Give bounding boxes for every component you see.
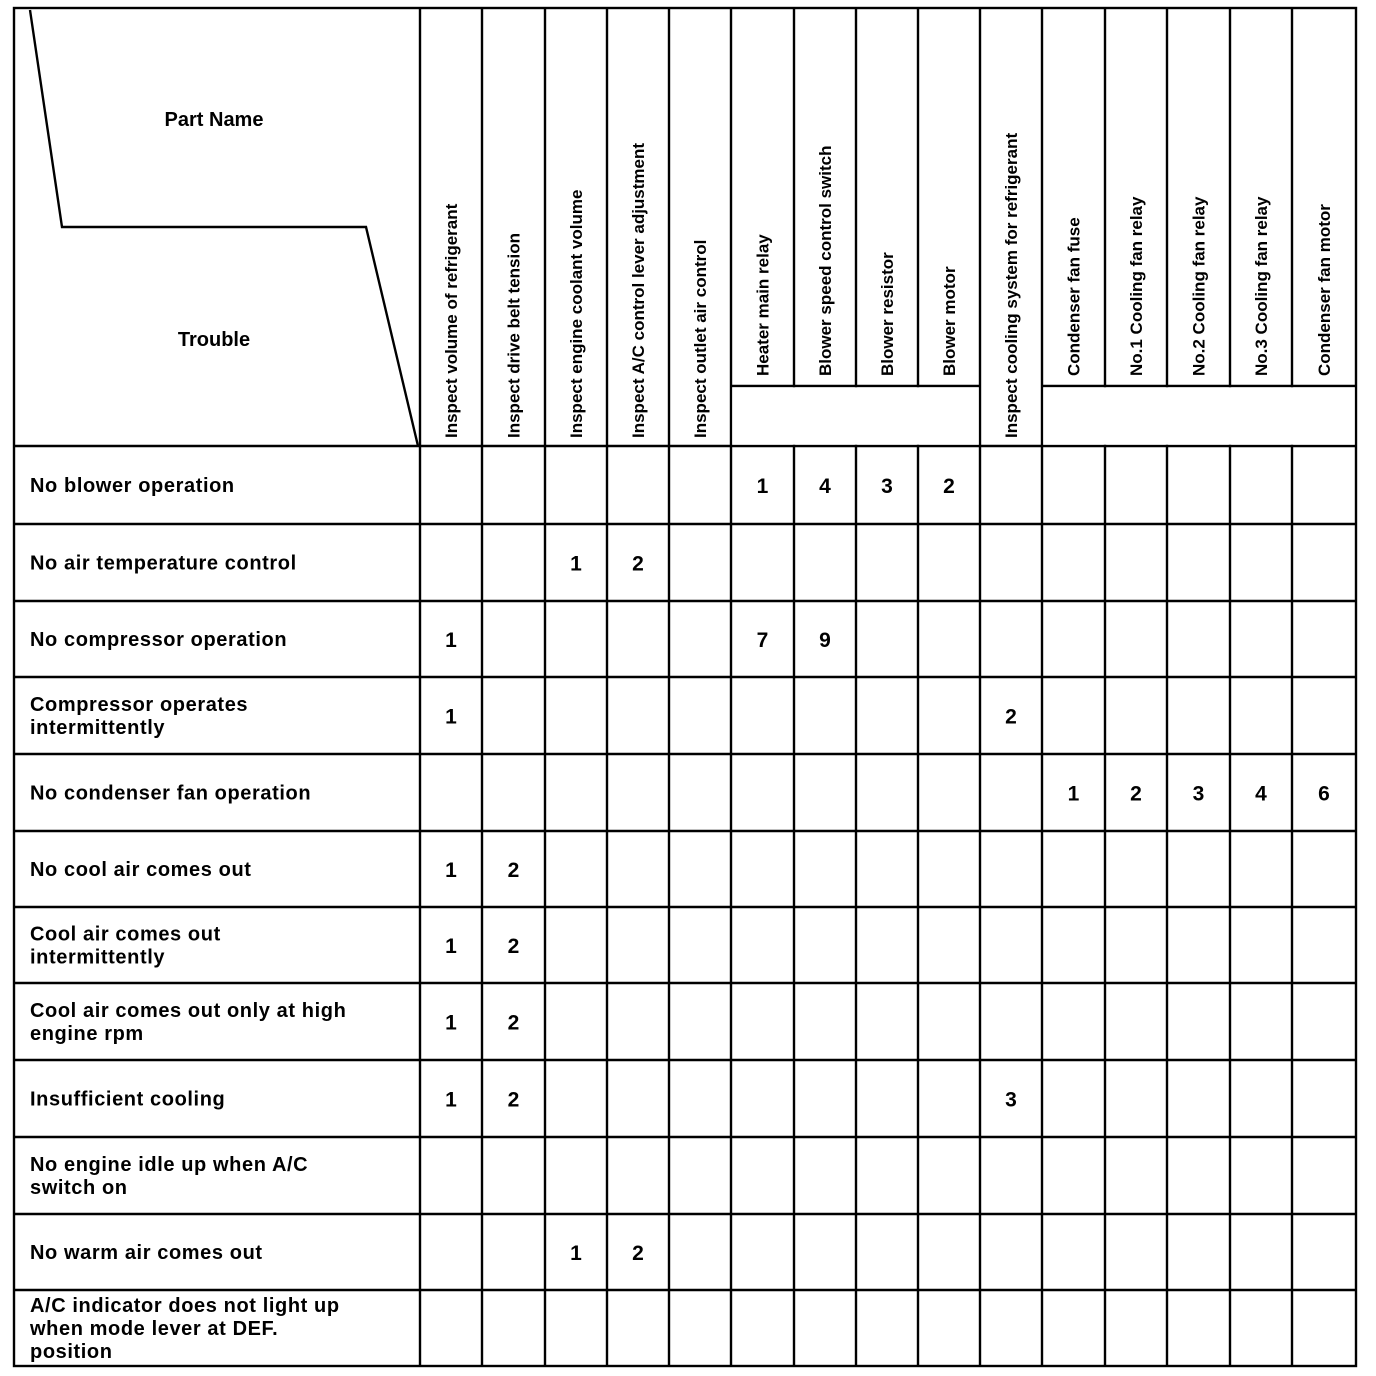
table-row — [30, 553, 644, 576]
trouble-label: Cool air comes out only at high engine rpm — [30, 1000, 347, 1045]
trouble-header: Trouble — [177, 329, 251, 351]
column-header: No.1 Cooling fan relay — [1127, 196, 1146, 376]
priority-cell: 4 — [819, 475, 831, 498]
trouble-label: No compressor operation — [30, 629, 288, 651]
column-header: Inspect A/C control lever adjustment — [629, 142, 648, 438]
column-header: Blower speed control switch — [816, 145, 835, 376]
column-header: Heater main relay — [753, 234, 773, 376]
part-name-header: Part Name — [164, 109, 264, 131]
group-blank-area — [1043, 387, 1354, 444]
table-row — [30, 859, 519, 882]
column-header: No.3 Cooling fan relay — [1252, 196, 1271, 376]
priority-cell: 6 — [1318, 782, 1330, 806]
table-row — [29, 1295, 340, 1363]
column-header: Inspect volume of refrigerant — [442, 203, 461, 438]
priority-cell: 2 — [1130, 782, 1142, 806]
priority-cell: 1 — [445, 935, 457, 958]
table-row — [30, 629, 831, 652]
priority-cell: 2 — [632, 1242, 644, 1265]
priority-cell: 1 — [1067, 782, 1080, 806]
column-header: Condenser fan fuse — [1064, 217, 1084, 376]
table-row — [30, 1089, 1017, 1112]
priority-cell: 1 — [445, 705, 457, 729]
column-header: Inspect outlet air control — [691, 239, 710, 438]
priority-cell: 1 — [445, 629, 457, 652]
table-row — [30, 924, 519, 969]
table-row — [30, 783, 1330, 806]
column-header: Inspect cooling system for refrigerant — [1002, 132, 1021, 438]
priority-cell: 1 — [570, 1242, 582, 1265]
priority-cell: 1 — [756, 475, 769, 498]
priority-cell: 2 — [507, 859, 520, 882]
priority-cell: 3 — [1192, 782, 1205, 806]
trouble-label: No warm air comes out — [30, 1242, 263, 1264]
priority-cell: 9 — [819, 629, 831, 652]
trouble-label: No blower operation — [30, 475, 235, 497]
trouble-label: Cool air comes out intermittently — [30, 923, 221, 969]
table-row — [30, 1154, 308, 1199]
priority-cell: 2 — [632, 552, 644, 576]
priority-cell: 1 — [445, 1011, 457, 1035]
table-row — [30, 475, 955, 498]
priority-cell: 7 — [756, 629, 769, 652]
trouble-label: No cool air comes out — [30, 859, 252, 881]
priority-cell: 2 — [943, 475, 955, 498]
trouble-label: A/C indicator does not light up when mode lever at DEF. position — [30, 1295, 340, 1363]
priority-cell: 1 — [570, 552, 582, 576]
trouble-label: Insufficient cooling — [30, 1088, 226, 1111]
trouble-label: No engine idle up when A/C switch on — [30, 1154, 309, 1199]
table-corner-header — [30, 10, 418, 446]
table-row — [30, 694, 1017, 739]
priority-cell: 2 — [507, 935, 520, 958]
priority-cell: 2 — [507, 1088, 520, 1112]
priority-cell: 4 — [1255, 782, 1267, 806]
trouble-label: No condenser fan operation — [30, 782, 312, 805]
table-row — [30, 1000, 519, 1045]
trouble-label: No air temperature control — [30, 552, 297, 575]
column-header: Blower motor — [940, 266, 959, 376]
priority-cell: 1 — [445, 859, 457, 882]
priority-cell: 3 — [1005, 1088, 1017, 1112]
corner-divider-line — [30, 10, 418, 446]
priority-cell: 2 — [1005, 705, 1017, 729]
table-body — [29, 475, 1330, 1363]
trouble-label: Compressor operates intermittently — [30, 694, 249, 739]
priority-cell: 2 — [507, 1011, 520, 1035]
column-header: Blower resistor — [878, 252, 897, 376]
priority-cell: 1 — [445, 1088, 457, 1112]
table-row — [30, 1242, 644, 1265]
column-header: Inspect engine coolant volume — [567, 189, 586, 438]
priority-cell: 3 — [881, 475, 893, 498]
group-blank-area — [732, 387, 978, 444]
column-header: Inspect drive belt tension — [504, 233, 524, 438]
column-header: No.2 Cooling fan relay — [1189, 196, 1209, 376]
column-header: Condenser fan motor — [1315, 204, 1334, 376]
